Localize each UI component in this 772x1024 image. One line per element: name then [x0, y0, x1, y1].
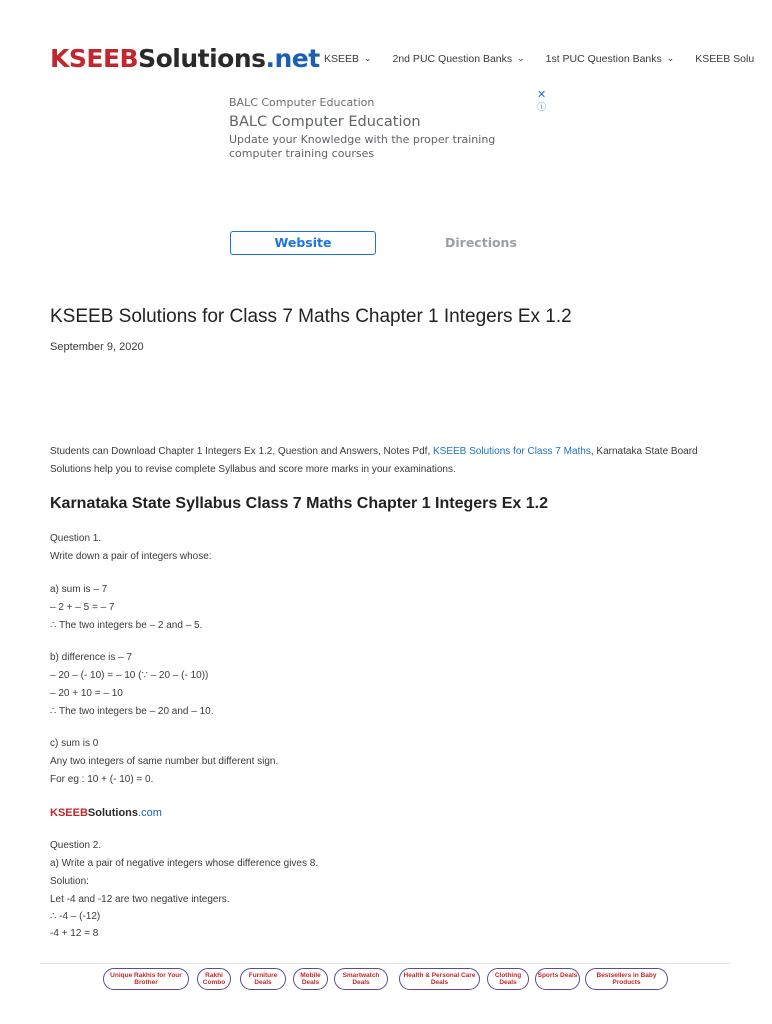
content-line: a) sum is – 7 — [50, 584, 108, 595]
post-date: September 9, 2020 — [50, 341, 144, 353]
brand-logo — [50, 807, 162, 819]
nav-label: KSEEB Solu — [695, 53, 755, 65]
logo-part-kseeb: KSEEB — [50, 44, 139, 73]
intro-text-end: , Karnataka State Board Solutions help you to revise complete Syllabus and score more marks in your examinations. — [50, 446, 698, 475]
content-line: ∴ The two integers be – 20 and – 10. — [50, 706, 214, 717]
deal-pill-baby[interactable]: Bestsellers in Baby Products — [585, 968, 668, 990]
content-line: c) sum is 0 — [50, 738, 99, 749]
brand-part-com: .com — [138, 807, 162, 819]
content-line: Write down a pair of integers whose: — [50, 551, 212, 562]
content-line: – 2 + – 5 = – 7 — [50, 602, 115, 613]
content-line: Solution: — [50, 876, 89, 887]
deal-pill-mobile[interactable]: Mobile Deals — [293, 968, 328, 990]
intro-text-start: Students can Download Chapter 1 Integers Ex 1.2, Question and Answers, Notes Pdf, — [50, 446, 433, 457]
class7-maths-link[interactable]: KSEEB Solutions for Class 7 Maths — [433, 446, 591, 457]
site-header — [0, 0, 768, 88]
nav-item-kseeb[interactable] — [324, 53, 372, 65]
ad-description: Update your Knowledge with the proper training computer training courses — [229, 133, 496, 160]
question-2-label: Question 2. — [50, 840, 102, 851]
deal-pill-clothing[interactable]: Clothing Deals — [487, 968, 529, 990]
close-icon[interactable]: ✕ — [537, 88, 547, 101]
content-line: -4 + 12 = 8 — [50, 928, 99, 939]
content-line: – 20 – (- 10) = – 10 (∵ – 20 – (- 10)) — [50, 670, 209, 681]
deals-strip — [40, 968, 730, 992]
chevron-down-icon: ⌄ — [517, 53, 525, 63]
deal-pill-sports[interactable]: Sports Deals — [535, 968, 580, 990]
deal-pill-rakhis[interactable]: Unique Rakhis for Your Brother — [103, 968, 189, 990]
post-intro — [50, 443, 720, 479]
logo-part-net: .net — [265, 44, 320, 73]
logo-part-solutions: Solutions — [138, 44, 266, 73]
post-title: KSEEB Solutions for Class 7 Maths Chapter 1 Integers Ex 1.2 — [50, 306, 572, 327]
brand-part-kseeb: KSEEB — [50, 807, 88, 819]
deal-pill-smartwatch[interactable]: Smartwatch Deals — [334, 968, 388, 990]
content-line: b) difference is – 7 — [50, 652, 133, 663]
content-line: a) Write a pair of negative integers whose difference gives 8. — [50, 858, 319, 869]
nav-item-kseeb-solutions[interactable] — [695, 53, 754, 65]
content-line: For eg : 10 + (- 10) = 0. — [50, 774, 154, 785]
deals-bar — [40, 963, 730, 993]
info-icon[interactable]: ⓘ — [537, 103, 547, 113]
content-line: ∴ -4 – (-12) — [50, 911, 101, 922]
nav-label: 2nd PUC Question Banks — [392, 53, 513, 65]
nav-item-2nd-puc[interactable] — [393, 53, 525, 65]
content-line: Let -4 and -12 are two negative integers. — [50, 894, 230, 905]
deal-pill-furniture[interactable]: Furniture Deals — [240, 968, 286, 990]
ad-advertiser: BALC Computer Education — [229, 96, 375, 109]
site-logo[interactable] — [50, 44, 320, 73]
ad-unit[interactable] — [229, 90, 547, 260]
nav-label: KSEEB — [324, 53, 360, 65]
chevron-down-icon: ⌄ — [364, 53, 372, 63]
brand-part-solutions: Solutions — [87, 807, 139, 819]
deal-pill-rakhi-combo[interactable]: Rakhi Combo — [197, 968, 231, 990]
ad-directions-button[interactable]: Directions — [445, 235, 517, 250]
section-heading: Karnataka State Syllabus Class 7 Maths Chapter 1 Integers Ex 1.2 — [50, 495, 548, 512]
content-line: – 20 + 10 = – 10 — [50, 688, 123, 699]
deal-pill-health[interactable]: Health & Personal Care Deals — [399, 968, 480, 990]
chevron-down-icon: ⌄ — [666, 53, 675, 63]
ad-title[interactable]: BALC Computer Education — [229, 114, 421, 130]
main-nav — [324, 53, 768, 69]
nav-item-1st-puc[interactable] — [546, 53, 675, 65]
content-line: Any two integers of same number but different sign. — [50, 756, 279, 767]
content-line: ∴ The two integers be – 2 and – 5. — [50, 620, 203, 631]
question-1-label: Question 1. — [50, 533, 102, 544]
ad-website-button[interactable]: Website — [230, 231, 376, 255]
nav-label: 1st PUC Question Banks — [545, 53, 662, 65]
